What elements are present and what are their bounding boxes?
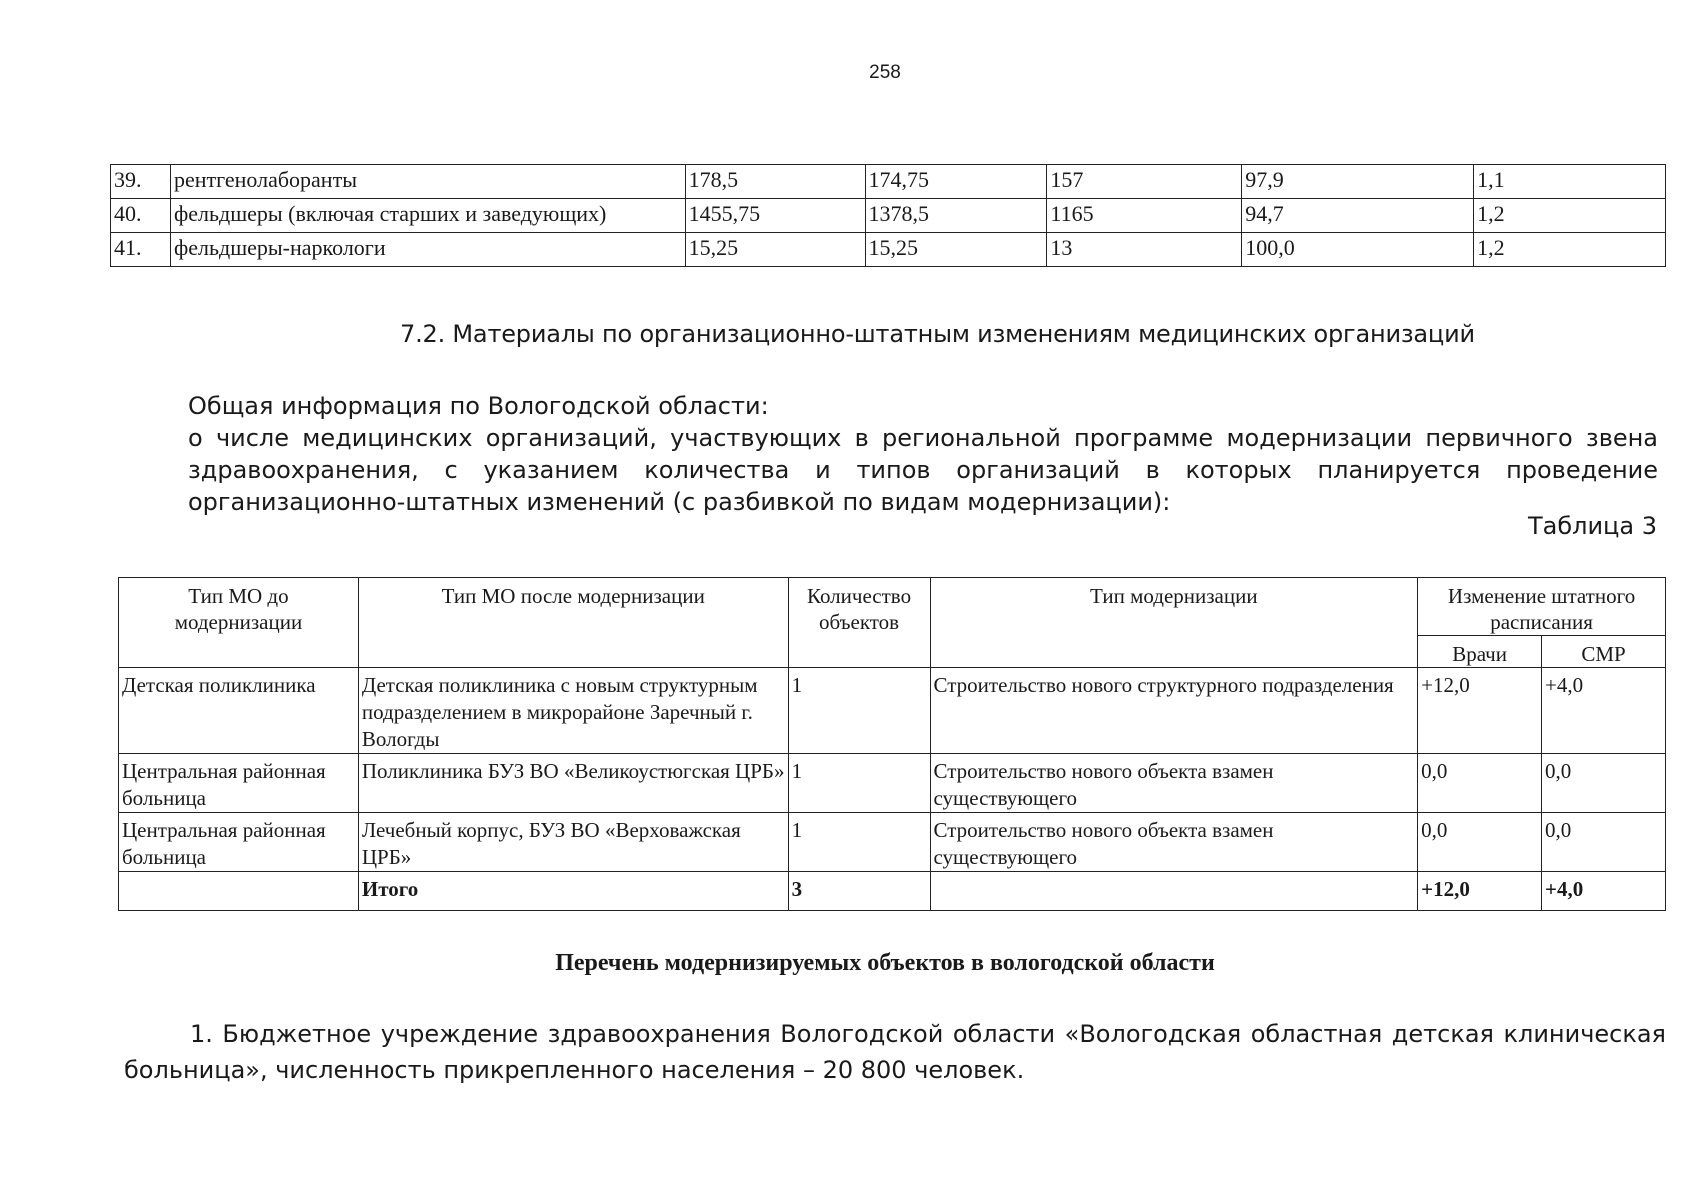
table-row <box>119 813 1666 872</box>
table-cell: 13 <box>1047 233 1242 267</box>
intro-body: о числе медицинских организаций, участвующих в региональной программе модернизации первичного звена здравоохранения, с указанием количества и типов организаций в которых планируется проведение организационно-штатных изменений (с разбивкой по видам модернизации): <box>188 424 1658 516</box>
table-cell: 1 <box>788 754 930 813</box>
table-cell: рентгенолаборанты <box>170 165 685 199</box>
table-cell: 1,1 <box>1474 165 1666 199</box>
table-cell: 0,0 <box>1542 754 1666 813</box>
table-cell: 1,2 <box>1474 199 1666 233</box>
table-cell: 0,0 <box>1542 813 1666 872</box>
table-cell: Центральная районная больница <box>119 754 359 813</box>
table-cell: Поликлиника БУЗ ВО «Великоустюгская ЦРБ» <box>358 754 788 813</box>
list-item: 1. Бюджетное учреждение здравоохранения Вологодской области «Вологодская областная детская клиническая больница», численность прикрепленного населения – 20 800 человек. <box>124 1020 1666 1084</box>
table-row <box>111 199 1666 233</box>
table-cell: 15,25 <box>865 233 1047 267</box>
table-cell: 1165 <box>1047 199 1242 233</box>
total-cell <box>930 872 1418 911</box>
table-cell: 15,25 <box>685 233 865 267</box>
table-cell: фельдшеры-наркологи <box>170 233 685 267</box>
table-cell: Строительство нового объекта взамен существующего <box>930 754 1418 813</box>
table-cell: 41. <box>111 233 171 267</box>
table-row <box>119 754 1666 813</box>
list-heading: Перечень модернизируемых объектов в вологодской области <box>555 950 1215 976</box>
staff-table-continuation <box>110 164 1666 267</box>
page-number: 258 <box>869 62 901 83</box>
table-cell: Лечебный корпус, БУЗ ВО «Верховажская ЦРБ» <box>358 813 788 872</box>
header-type-after: Тип МО после модернизации <box>358 578 788 668</box>
total-cell: +12,0 <box>1418 872 1542 911</box>
table-row <box>119 668 1666 754</box>
total-row <box>119 872 1666 911</box>
table-cell: 174,75 <box>865 165 1047 199</box>
modernization-table <box>118 577 1666 911</box>
table-cell: 1455,75 <box>685 199 865 233</box>
table-cell: 39. <box>111 165 171 199</box>
total-cell <box>119 872 359 911</box>
table-cell: 0,0 <box>1418 813 1542 872</box>
table-cell: 1378,5 <box>865 199 1047 233</box>
table-cell: Детская поликлиника <box>119 668 359 754</box>
table-cell: 1,2 <box>1474 233 1666 267</box>
header-staff-change: Изменение штатного расписания <box>1418 578 1666 636</box>
table-cell: 178,5 <box>685 165 865 199</box>
table-cell: Строительство нового структурного подразделения <box>930 668 1418 754</box>
intro-block <box>188 390 1658 518</box>
total-cell: 3 <box>788 872 930 911</box>
table-cell: 97,9 <box>1242 165 1474 199</box>
table-row <box>111 233 1666 267</box>
table-cell: 1 <box>788 668 930 754</box>
table-cell: +4,0 <box>1542 668 1666 754</box>
table-cell: Детская поликлиника с новым структурным подразделением в микрорайоне Заречный г. Вологды <box>358 668 788 754</box>
table-cell: 1 <box>788 813 930 872</box>
table-cell: 40. <box>111 199 171 233</box>
table-cell: 0,0 <box>1418 754 1542 813</box>
header-smr: СМР <box>1542 636 1666 668</box>
total-cell: +4,0 <box>1542 872 1666 911</box>
table-row <box>111 165 1666 199</box>
table-cell: 100,0 <box>1242 233 1474 267</box>
header-type-before: Тип МО до модернизации <box>119 578 359 668</box>
intro-title: Общая информация по Вологодской области: <box>188 392 769 420</box>
table-cell: 157 <box>1047 165 1242 199</box>
table-cell: 94,7 <box>1242 199 1474 233</box>
table-cell: +12,0 <box>1418 668 1542 754</box>
header-count: Количество объектов <box>788 578 930 668</box>
table-caption: Таблица 3 <box>1527 512 1657 540</box>
total-cell: Итого <box>358 872 788 911</box>
header-mod-type: Тип модернизации <box>930 578 1418 668</box>
table-cell: Центральная районная больница <box>119 813 359 872</box>
table-cell: Строительство нового объекта взамен существующего <box>930 813 1418 872</box>
header-doctors: Врачи <box>1418 636 1542 668</box>
table-cell: фельдшеры (включая старших и заведующих) <box>170 199 685 233</box>
section-heading: 7.2. Материалы по организационно-штатным изменениям медицинских организаций <box>400 320 1475 348</box>
